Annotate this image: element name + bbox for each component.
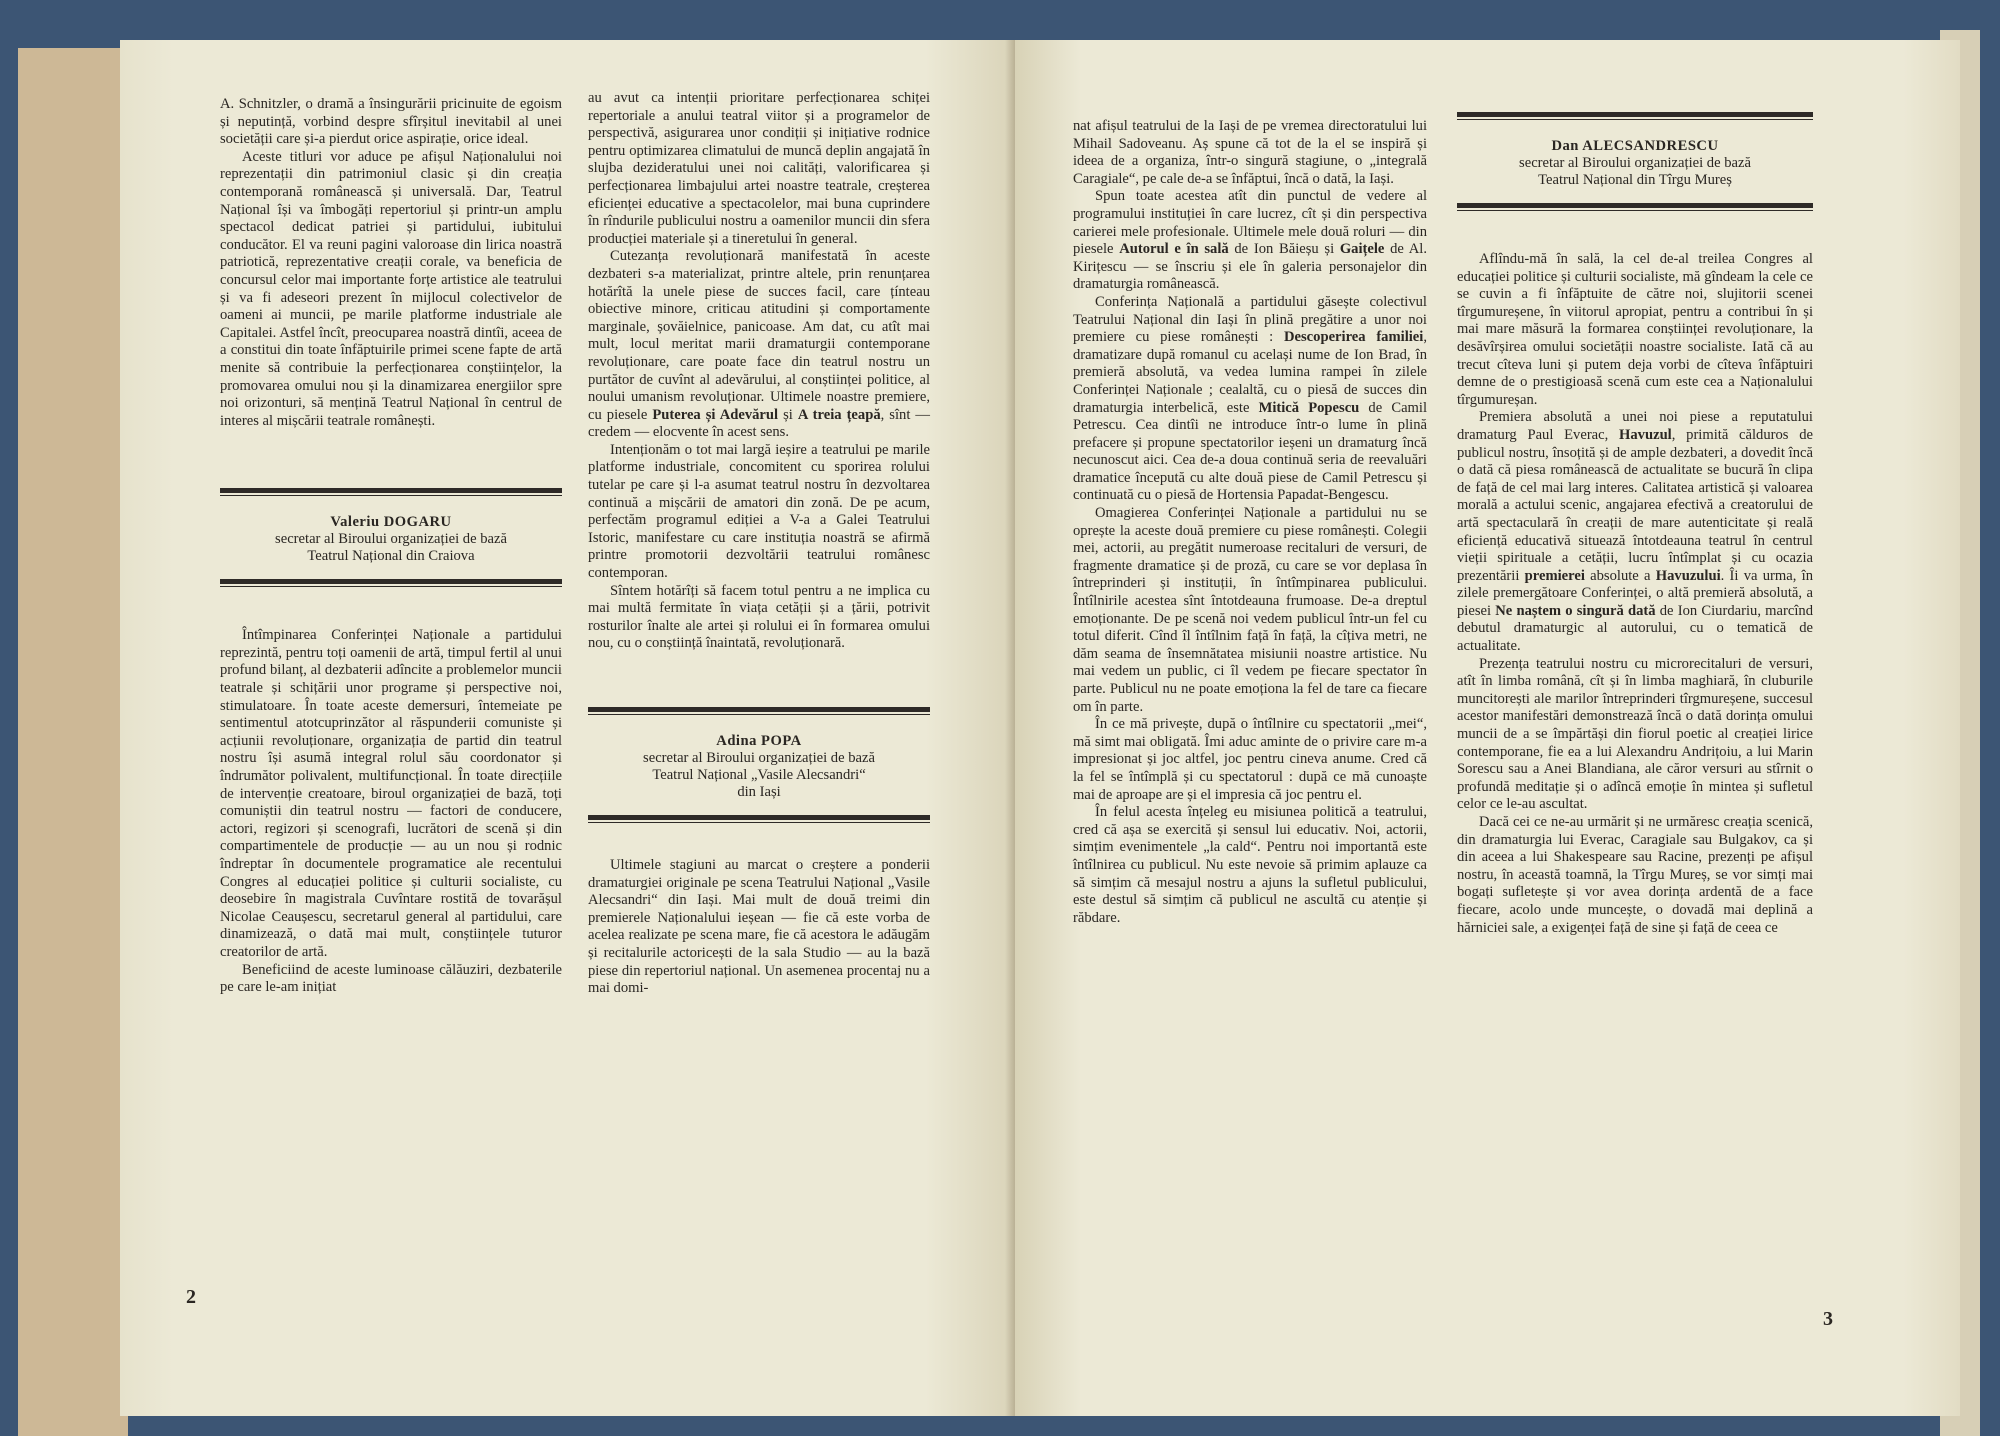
paragraph: Intenționăm o tot mai largă ieșire a teatrului pe marile platforme industriale, concomitent cu sporirea rolului tutelar pe care și l-a asumat teatrul nostru în dezvoltarea continuă a mișcării de amatori din zonă. De pe acum, perfectăm programul ediției a V-a a Galei Teatrului Istoric, manifestare cu care instituția noastră se afirmă printre promotorii dezvoltării teatrului românesc contemporan.	[588, 441, 930, 582]
paragraph	[588, 248, 930, 442]
paragraph: Beneficiind de aceste luminoase călăuziri, dezbaterile pe care le-am inițiat	[220, 961, 562, 996]
text-run: , primită călduros de publicul nostru, însoțită și de ample dezbateri, a dovedit încă o dată că piesa românească de actualitate se bucură în clipa de față de cel mai larg interes. Calitatea artistică și valoarea morală a actului scenic, angajarea efectivă a creatorului de artă spectaculară în creații de mare autenticitate și reală eficiență educativă situează întotdeauna teatrul în centrul vieții spirituale a cetății, lucru întîmplat și cu ocazia prezentării	[1457, 426, 1813, 584]
text-run: Conferința Națională a partidului găsește colectivul Teatrului Național din Iași în plină pregătire a unor noi premiere cu piese românești :	[1073, 293, 1427, 346]
play-title: Gaițele	[1339, 241, 1385, 258]
play-title: Puterea și Adevărul	[652, 406, 779, 423]
author-institution: Teatrul Național din Tîrgu Mureș	[1538, 172, 1732, 188]
divider	[1457, 203, 1813, 211]
text-run: de Ion Ciurdariu, marcînd debutul dramaturgic al autorului, cu o tematică de actualitate.	[1457, 602, 1813, 655]
divider	[588, 815, 930, 823]
divider	[220, 579, 562, 587]
text-run: . Îi va urma, în zilele premergătoare Conferinței, o altă premieră absolută, a piesei	[1457, 567, 1813, 619]
text-run: de Camil Petrescu. Cea dintîi ne introduce într-o lume în plină prefacere și propune spectatorilor ieșeni un dramaturg încă necunoscut aici. Cea de-a doua continuă seria de reevaluări dramatice începută cu alte două piese de Camil Petrescu și continuată cu o piesă de Hortensia Papadat-Bengescu.	[1073, 399, 1428, 504]
text-run: de Ion Băieșu și	[1228, 241, 1340, 258]
column-3	[1073, 118, 1427, 927]
paragraph: Dacă cei ce ne-au urmărit și ne urmăresc creația scenică, din dramaturgia lui Everac, Caragiale sau Bulgakov, ca și din aceea a lui Shakespeare sau Racine, prezenți pe afișul nostru, în această toamnă, la Tîrgu Mureș, se vor simți mai bogați sufletește și vor avea dorința ardentă de a face fiecare, acolo unde muncește, o dovadă mai deplină a hărniciei sale, a exigenței față de sine și față de ceea ce	[1457, 814, 1813, 936]
author-name: Dan ALECSANDRESCU	[1551, 138, 1719, 154]
paragraph: În felul acesta înțeleg eu misiunea politică a teatrului, cred că așa se exercită și sensul lui educativ. Noi, actorii, simțim evenimentele „la cald“. Pentru noi importantă este întîlnirea cu publicul. Nu este nevoie să primim aplauze ca să simțim că mesajul nostru a ajuns la sufletul publicului, este destul să simțim că publicul ne ascultă cu atenție și răbdare.	[1073, 804, 1427, 926]
paragraph: au avut ca intenții prioritare perfecționarea schiței repertoriale a anului teatral viitor și a programelor de perspectivă, asigurarea unor condiții și inițiative rodnice pentru optimizarea climatului de muncă deplin angajată în slujba dezideratului unei noi calități, valorificarea și perfecționarea limbajului artei noastre teatrale, creșterea eficienței educative a spectacolelor, mai buna cuprindere în rîndurile publicului nostru a oamenilor muncii din sfera producției materiale și a tineretului în general.	[588, 90, 930, 247]
author-name: Valeriu DOGARU	[330, 514, 452, 531]
author-role: secretar al Biroului organizației de bază	[643, 750, 875, 766]
text-run: și	[778, 406, 798, 423]
book-cover-edge-left	[18, 48, 128, 1436]
play-title: A treia țeapă	[797, 406, 881, 423]
paragraph: Aflîndu-mă în sală, la cel de-al treilea Congres al educației politice și culturii socialiste, mă gîndeam la cele ce se cuvin a fi înfăptuite de către noi, slujitorii scenei tîrgumureșene, în viitorul apropiat, pentru a contribui în și mai mare măsură la formarea conștiinței revoluționare, la desăvîrșirea omului societății noastre socialiste. Iată că au trecut cîteva luni și putem deja vorbi de cîteva înfăptuiri demne de o prestigioasă scenă cum este cea a Naționalului tîrgumureșan.	[1457, 251, 1813, 408]
text-run: Cutezanța revoluționară manifestată în aceste dezbateri s-a materializat, printre altele, prin renunțarea hotărîtă la unele piese de succes facil, care țínteau obiective minore, criticau atitudini și comportamente marginale, șovăielnice, panicoase. Am dat, cu atît mai mult, locul meritat marii dramaturgii contemporane revoluționare, care poate face din teatrul nostru un purtător de cuvînt al adevărului, al conștiinței politice, al noului umanism revoluționar. Ultimele noastre premiere, cu piesele	[588, 248, 930, 423]
author-city: din Iași	[737, 784, 781, 800]
play-title: Autorul e în sală	[1119, 241, 1229, 258]
divider	[588, 707, 930, 715]
paragraph	[1073, 294, 1427, 505]
text-run: absolute a	[1584, 567, 1656, 584]
left-page	[120, 40, 1015, 1416]
text-run: de Al. Kirițescu — se înscriu și ele în galeria personajelor din dramaturgia românească.	[1073, 241, 1427, 293]
author-role: secretar al Biroului organizației de bază	[275, 531, 507, 548]
author-name: Adina POPA	[716, 733, 802, 749]
author-signature-alecsandrescu	[1457, 138, 1813, 189]
author-institution: Teatrul Național din Craiova	[307, 548, 475, 565]
play-title: Descoperirea familiei	[1283, 329, 1424, 346]
author-signature-dogaru	[220, 514, 562, 565]
play-title: Havuzului	[1655, 567, 1721, 584]
page-number: 2	[186, 1286, 196, 1308]
paragraph: Aceste titluri vor aduce pe afișul Naționalului noi reprezentații din patrimoniul clasic și din creația contemporană românească și universală. Dar, Teatrul Național își va îmbogăți repertoriul și printr-un amplu spectacol dedicat patriei și partidului, iubitului conducător. El va reuni pagini valoroase din lirica noastră patriotică, reprezentative creații corale, va beneficia de concursul celor mai importante forțe artistice ale teatrului și va fi adeseori prezent în mijlocul colectivelor de oameni ai muncii, pe marile platforme industriale ale Capitalei. Astfel încît, preocuparea noastră dintîi, aceea de a constitui din toate înfăptuirile primei scene fapte de artă menite să contribuie la perfecționarea conștiințelor, la promovarea omului nou și la dinamizarea energiilor spre noi orizonturi, să mențină Teatrul Național în centrul de interes al mișcării teatrale românești.	[220, 148, 562, 429]
column-4	[1457, 112, 1813, 937]
page-number: 3	[1823, 1308, 1833, 1330]
play-title: Havuzul	[1619, 426, 1672, 443]
text-run: , dramatizare după romanul cu același nume de Ion Brad, în premieră absolută, va vedea lumina rampei în zilele Conferinței Naționale ; cealaltă, cu o piesă de succes din dramaturgia interbelică, este	[1073, 329, 1427, 416]
paragraph: Întîmpinarea Conferinței Naționale a partidului reprezintă, pentru toți oamenii de artă, timpul fertil al unui profund bilanț, al dezbaterii adîncite a problemelor muncii teatrale și schițării unor programe și perspective noi, stimulatoare. În toate aceste demersuri, întemeiate pe sentimentul atotcuprinzător al răspunderii comuniste și acțiunii revoluționare, organizația de partid din teatrul nostru își asumă integral rolul său coordonator și îndrumător polivalent, multifuncțional. În toate direcțiile de intervenție creatoare, biroul organizației de bază, toți comuniștii din teatrul nostru — factori de conducere, actori, regizori și scenografi, lucrători de scenă și din compartimentele de producție — au un nou și rodnic îndreptar în documentele programatice ale recentului Congres al educației politice și culturii socialiste, cu deosebire în magistrala Cuvîntare rostită de tovarășul Nicolae Ceaușescu, secretarul general al partidului, care dinamizează, o dată mai mult, conștiințele tuturor creatorilor de artă.	[220, 627, 562, 960]
paragraph: Sîntem hotărîți să facem totul pentru a ne implica cu mai multă fermitate în viața cetății și a țării, potrivit rosturilor înalte ale artei și rolului ei în formarea omului nou, cu o conștiință înaintată, revoluționară.	[588, 582, 930, 652]
paragraph: A. Schnitzler, o dramă a însingurării pricinuite de egoism și neputință, vorbind despre sfîrșitul inevitabil al unei societății care și-a pierdut orice aspirație, orice ideal.	[220, 96, 562, 148]
paragraph	[1073, 188, 1427, 294]
paragraph: Omagierea Conferinței Naționale a partidului nu se oprește la aceste două premiere cu piese românești. Colegii mei, actorii, au pregătit numeroase recitaluri de versuri, de fragmente dramatice și de proză, cu care se vor deplasa în întreprinderi și instituții, în întîmpinarea publicului. Întîlnirile acestea sînt întotdeauna frumoase. De-a dreptul emoționante. De pe scenă noi vedem publicul într-un fel cu totul diferit. Cînd îl întîlnim față în față, la cîțiva metri, ne dăm seama de însemnătatea misiunii noastre artistice. Nu mai vedem un public, ci îl vedem pe fiecare spectator în parte. Publicul nu ne poate emoționa la fel de tare ca fiecare om în parte.	[1073, 505, 1427, 715]
emphasis: premierei	[1524, 567, 1585, 584]
text-run: Premiera absolută a unei noi piese a reputatului dramaturg Paul Everac,	[1457, 409, 1813, 443]
divider	[220, 488, 562, 496]
text-run: , sînt — credem — elocvente în acest sens.	[588, 406, 931, 441]
play-title: Ne naștem o singură dată	[1495, 602, 1656, 619]
paragraph: nat afișul teatrului de la Iași de pe vremea directoratului lui Mihail Sadoveanu. Aș spune că tot de la el se inspiră și ideea de a organiza, într-o singură stagiune, o „integrală Caragiale“, pe cale de-a se înfăptui, încă o dată, la Iași.	[1073, 118, 1427, 187]
column-2	[588, 90, 930, 998]
right-page	[1015, 40, 1960, 1416]
divider	[1457, 112, 1813, 120]
text-run: Spun toate acestea atît din punctul de vedere al programului instituției în care lucrez, cît și din perspectiva carierei mele profesionale. Ultimele mele două roluri — din piesele	[1073, 188, 1427, 258]
column-1	[220, 96, 562, 997]
author-role: secretar al Biroului organizației de bază	[1519, 155, 1751, 171]
paragraph: Prezența teatrului nostru cu microrecitaluri de versuri, atît în limba română, cît și în limba maghiară, în cluburile muncitorești ale marilor întreprinderi tîrgmureșene, succesul acestor manifestări demonstrează încă o dată dorința omului muncii de a se împărtăși din fiorul poetic al creației lirice contemporane, fie ea a lui Alexandru Andrițoiu, a lui Marin Sorescu sau a Anei Blandiana, ale căror versuri au stîrnit o profundă meditație și o adîncă emoție în mintea și sufletul celor ce le-au ascultat.	[1457, 655, 1813, 813]
paragraph: În ce mă privește, după o întîlnire cu spectatorii „mei“, mă simt mai obligată. Îmi aduc aminte de o privire care m-a impresionat și joc altfel, joc pentru cineva anume. Cred că la fel se întîmplă și cu spectatorul : după ce mă cunoaște mai de aproape are și el impresia că joc pentru el.	[1073, 716, 1427, 803]
play-title: Mitică Popescu	[1258, 399, 1360, 416]
author-institution: Teatrul Național „Vasile Alecsandri“	[652, 767, 866, 783]
author-signature-popa	[588, 733, 930, 801]
paragraph: Ultimele stagiuni au marcat o creștere a ponderii dramaturgiei originale pe scena Teatrului Național „Vasile Alecsandri“ din Iași. Mai mult de două treimi din premierele Naționalului ieșean — fie că este vorba de acelea realizate pe scena mare, fie că acestora le adăugăm și recitalurile actoricești de la sala Studio — au la bază piese din repertoriul național. Un asemenea procentaj nu a mai domi-	[588, 857, 930, 997]
paragraph	[1457, 409, 1813, 655]
